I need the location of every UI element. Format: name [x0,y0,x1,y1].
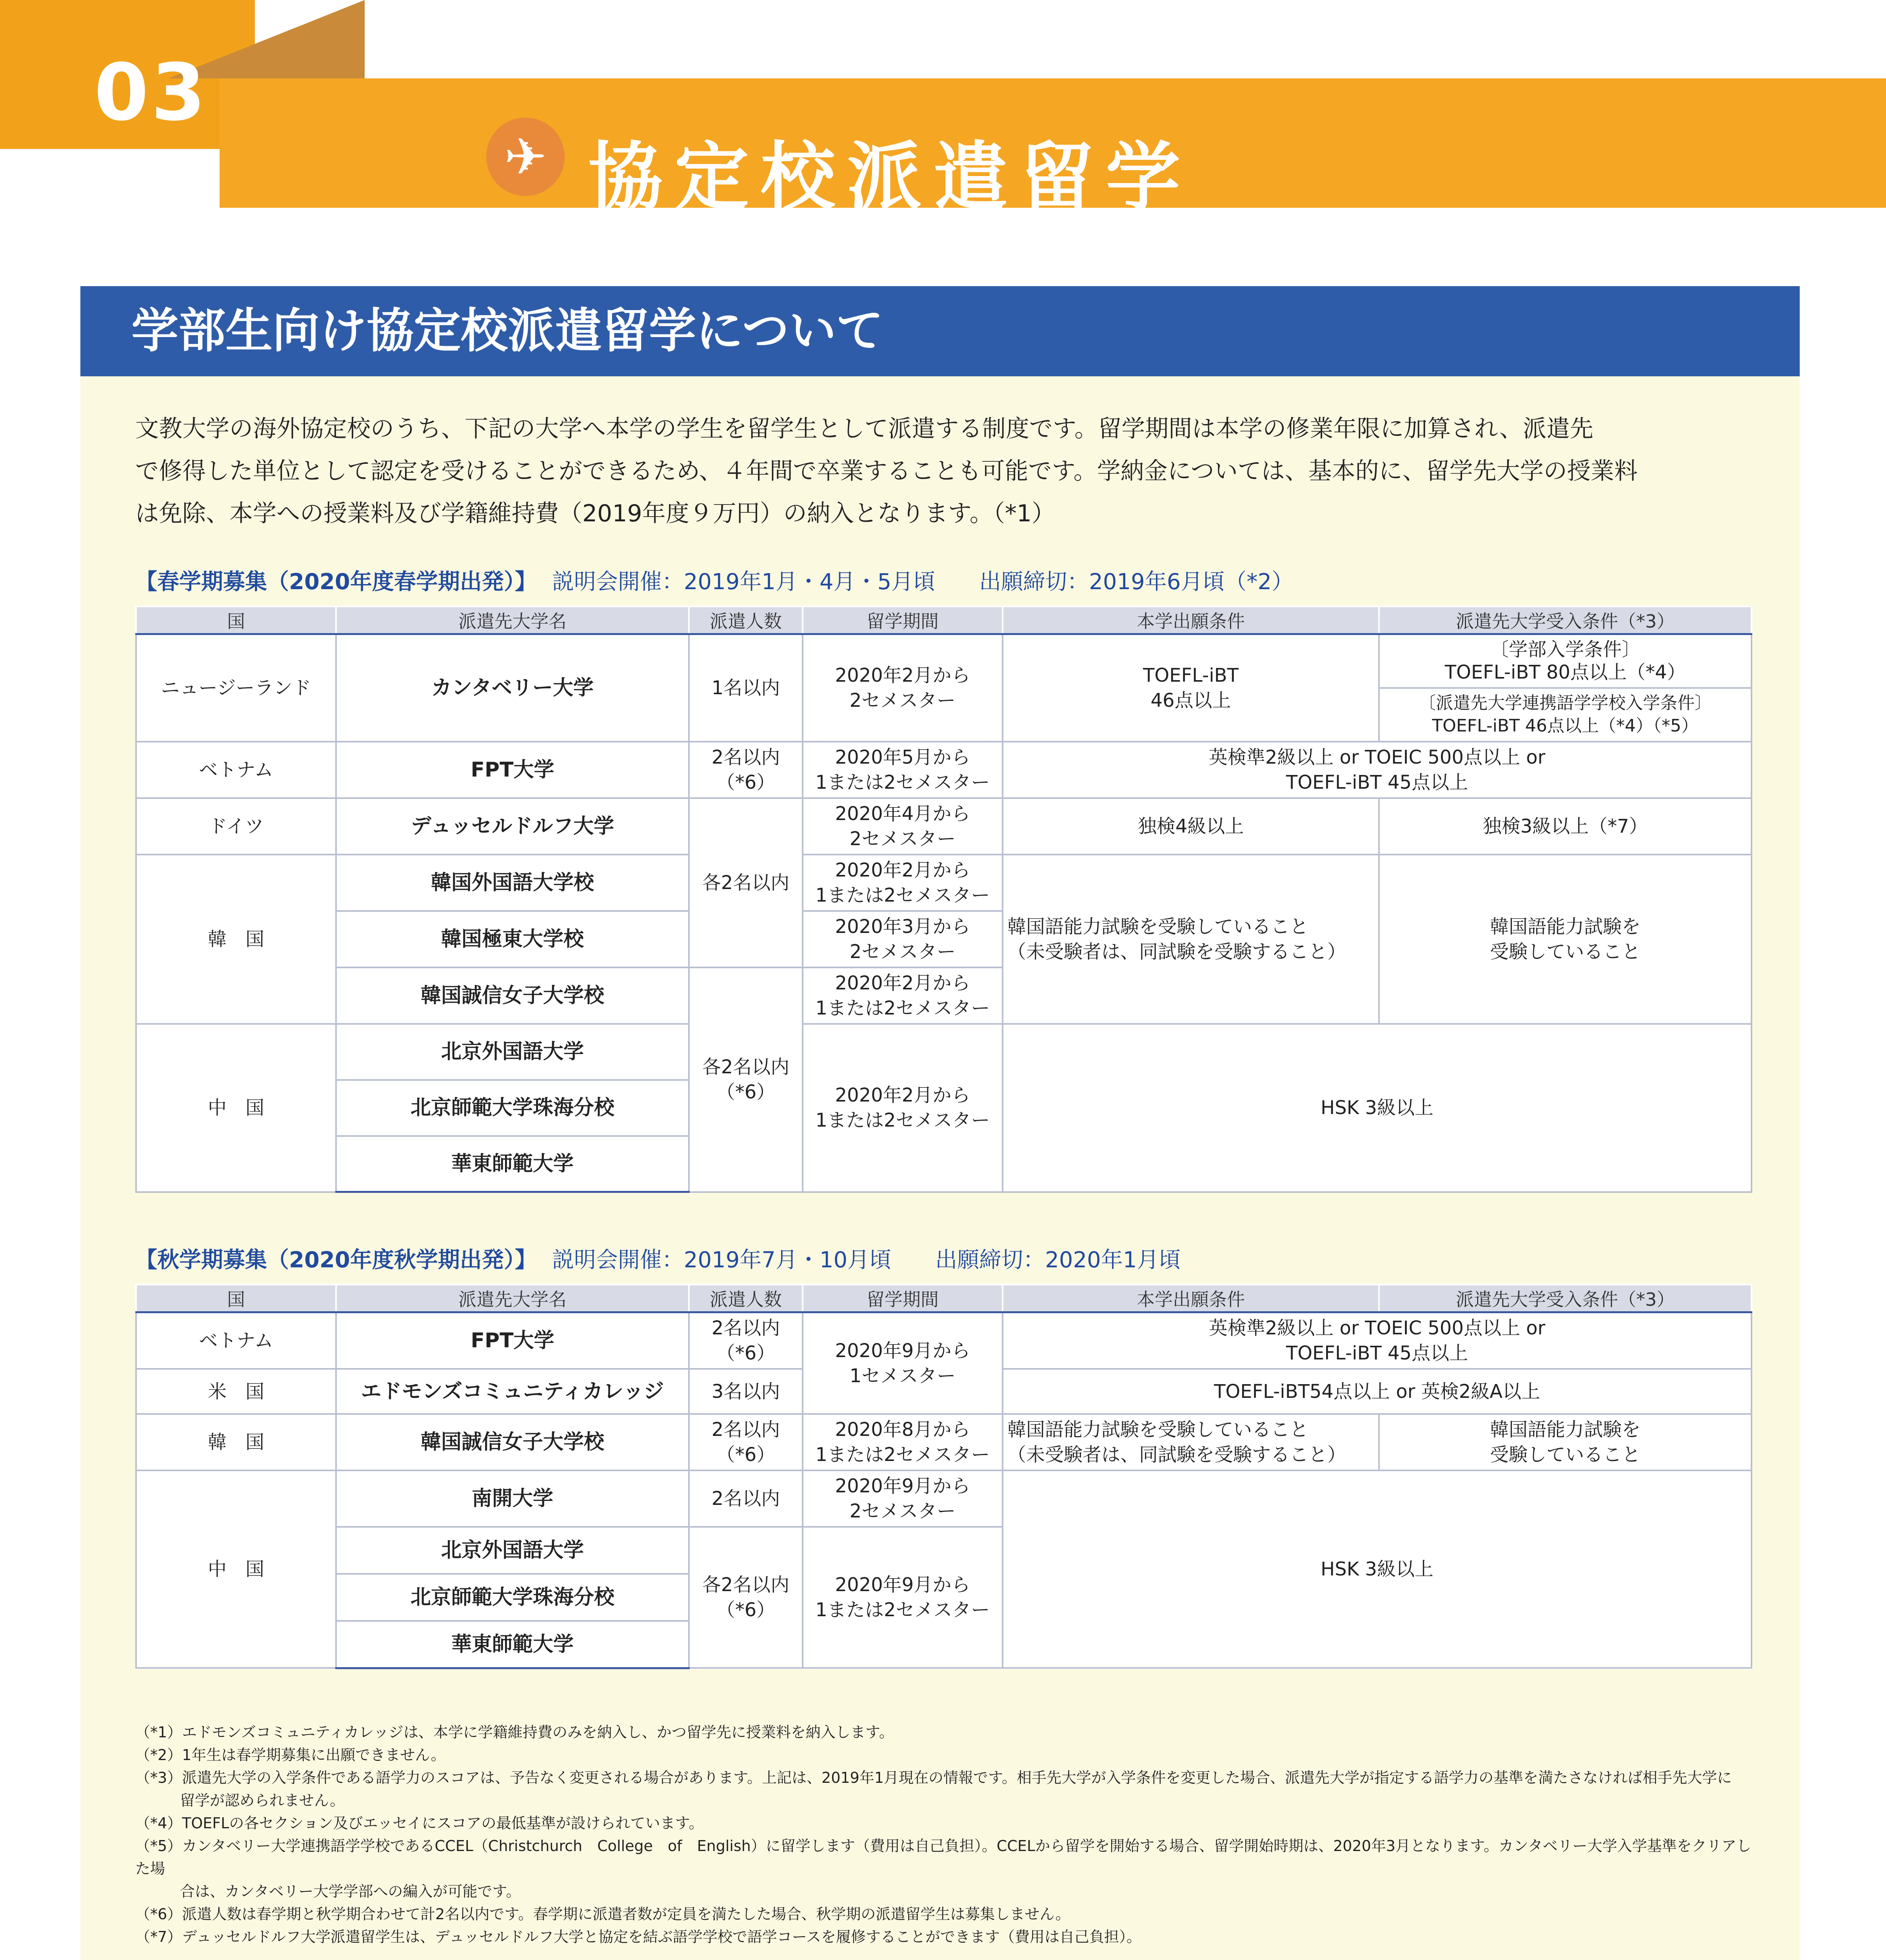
airplane-icon: ✈ [486,118,565,196]
table-cell: 2名以内 （*6） [689,1414,803,1470]
table-cell: 2020年5月から 1または2セメスター [803,742,1003,798]
table-header-cell: 国 [136,1285,336,1312]
table-cell: 韓 国 [136,1414,336,1470]
table-header-cell: 本学出願条件 [1003,1285,1379,1312]
table-cell: 韓国極東大学校 [336,911,689,967]
table-cell: 韓 国 [136,855,336,1024]
table-cell: 韓国誠信女子大学校 [336,1414,689,1470]
table-header-cell: 留学期間 [803,1285,1003,1312]
table-cell: 米 国 [136,1369,336,1414]
table-cell: FPT大学 [336,742,689,798]
table-cell: 2020年8月から 1または2セメスター [803,1414,1003,1470]
table-cell: 中 国 [136,1470,336,1668]
table-cell: カンタベリー大学 [336,634,689,742]
table-cell: 2020年4月から 2セメスター [803,798,1003,855]
table-cell: 3名以内 [689,1369,803,1414]
table-cell: 2020年9月から 1または2セメスター [803,1527,1003,1668]
table-cell: ベトナム [136,1312,336,1369]
table-header-cell: 派遣先大学受入条件（*3） [1379,606,1752,634]
table-cell: 韓国外国語大学校 [336,855,689,911]
table-cell: 2020年2月から 1または2セメスター [803,855,1003,911]
undergrad-intro: 文教大学の海外協定校のうち、下記の大学へ本学の学生を留学生として派遣する制度です。留学期間は本学の修業年限に加算され、派遣先 で修得した単位として認定を受けることができるため、４年間で卒業することも可能です。学納金については、基本的に、留学先大学の授業料 は免除、本学への授業料及び学籍維持費（2019年度９万円）の納入となります。（*1） [135,415,1638,527]
table-cell: 2名以内 （*6） [689,1312,803,1369]
table-cell: 南開大学 [336,1470,689,1527]
table-cell: 各2名以内 [689,798,803,967]
table-cell: 独検3級以上（*7） [1379,798,1752,855]
table-cell: 英検準2級以上 or TOEIC 500点以上 or TOEFL-iBT 45点以上 [1003,742,1752,798]
table-cell: 中 国 [136,1024,336,1192]
table-cell: TOEFL-iBT54点以上 or 英検2級A以上 [1003,1369,1752,1414]
table-cell: 2020年9月から 1セメスター [803,1312,1003,1414]
table-cell: 英検準2級以上 or TOEIC 500点以上 or TOEFL-iBT 45点以上 [1003,1312,1752,1369]
table-cell: ベトナム [136,742,336,798]
table-cell: 2020年9月から 2セメスター [803,1470,1003,1527]
table-cell: 華東師範大学 [336,1621,689,1668]
spring-heading: 【春学期募集（2020年度春学期出発）】 説明会開催：2019年1月・4月・5月頃 出願締切：2019年6月頃（*2） [135,569,1294,595]
table-cell: 2名以内 （*6） [689,742,803,798]
table-cell: 北京外国語大学 [336,1527,689,1574]
table-cell: 〔派遣先大学連携語学学校入学条件〕 TOEFL-iBT 46点以上（*4）（*5） [1379,688,1752,742]
table-header-cell: 派遣先大学名 [336,606,689,634]
table-cell: 華東師範大学 [336,1136,689,1192]
table-cell: 韓国誠信女子大学校 [336,967,689,1024]
table-cell: 各2名以内 （*6） [689,967,803,1192]
table-header-cell: 派遣先大学名 [336,1285,689,1312]
table-cell: 2020年2月から 1または2セメスター [803,967,1003,1024]
table-cell: 2020年2月から 1または2セメスター [803,1024,1003,1192]
table-header-cell: 留学期間 [803,606,1003,634]
spring-table [135,606,1752,1193]
table-cell: 2020年2月から 2セメスター [803,634,1003,742]
table-cell: 〔学部入学条件〕 TOEFL-iBT 80点以上（*4） [1379,634,1752,688]
table-header-cell: 国 [136,606,336,634]
table-cell: HSK 3級以上 [1003,1024,1752,1192]
table-cell: 各2名以内 （*6） [689,1527,803,1668]
table-cell: 北京外国語大学 [336,1024,689,1080]
table-cell: ニュージーランド [136,634,336,742]
page-title: 協定校派遣留学 [588,134,1192,221]
table-cell: HSK 3級以上 [1003,1470,1752,1668]
table-cell: 北京師範大学珠海分校 [336,1080,689,1136]
table-cell: TOEFL-iBT 46点以上 [1003,634,1379,742]
table-header-cell: 派遣先大学受入条件（*3） [1379,1285,1752,1312]
table-cell: デュッセルドルフ大学 [336,798,689,855]
table-cell: 独検4級以上 [1003,798,1379,855]
table-cell: FPT大学 [336,1312,689,1369]
table-cell: 韓国語能力試験を受験していること （未受験者は、同試験を受験すること） [1003,1414,1379,1470]
table-cell: 1名以内 [689,634,803,742]
table-cell: 北京師範大学珠海分校 [336,1574,689,1621]
autumn-heading: 【秋学期募集（2020年度秋学期出発）】 説明会開催：2019年7月・10月頃 出願締切：2020年1月頃 [135,1247,1181,1273]
table-cell: 2020年3月から 2セメスター [803,911,1003,967]
autumn-table [135,1284,1752,1669]
table-header-cell: 本学出願条件 [1003,606,1379,634]
table-cell: 韓国語能力試験を受験していること （未受験者は、同試験を受験すること） [1003,855,1379,1024]
table-header-cell: 派遣人数 [689,1285,803,1312]
section-number: 03 [94,47,208,138]
table-cell: 韓国語能力試験を 受験していること [1379,855,1752,1024]
undergrad-notes: （*1）エドモンズコミュニティカレッジは、本学に学籍維持費のみを納入し、かつ留学先に授業料を納入します。 （*2）1年生は春学期募集に出願できません。 （*3）派遣先大学の入学条件である語学力のスコアは、予告なく変更される場合があります。上記は、2019年1月現在の情報です。相手先大学が入学条件を変更した場合、派遣先大学が指定する語学力の基準を満たさなければ相手先大学に 留学が認められません。 （*4）TOEFLの各セクション及びエッセイにスコアの最低基準が設けられています。 （*5）カンタベリー大学連携語学学校であるCCEL（Christchurch College of English）に留学します（費用は自己負担）。CCELから留学を開始する場合、留学開始時期は、2020年3月となります。カンタベリー大学入学基準をクリアした場 合は、カンタベリー大学学部への編入が可能です。 （*6）派遣人数は春学期と秋学期合わせて計2名以内です。春学期に派遣者数が定員を満たした場合、秋学期の派遣留学生は募集しません。 （*7）デュッセルドルフ大学派遣留学生は、デュッセルドルフ大学と協定を結ぶ語学学校で語学コースを履修することができます（費用は自己負担）。 [135,1724,1752,1945]
table-cell: ドイツ [136,798,336,855]
table-cell: 韓国語能力試験を 受験していること [1379,1414,1752,1470]
undergrad-section-title: 学部生向け協定校派遣留学について [80,286,1800,376]
table-cell: エドモンズコミュニティカレッジ [336,1369,689,1414]
table-cell: 2名以内 [689,1470,803,1527]
table-header-cell: 派遣人数 [689,606,803,634]
